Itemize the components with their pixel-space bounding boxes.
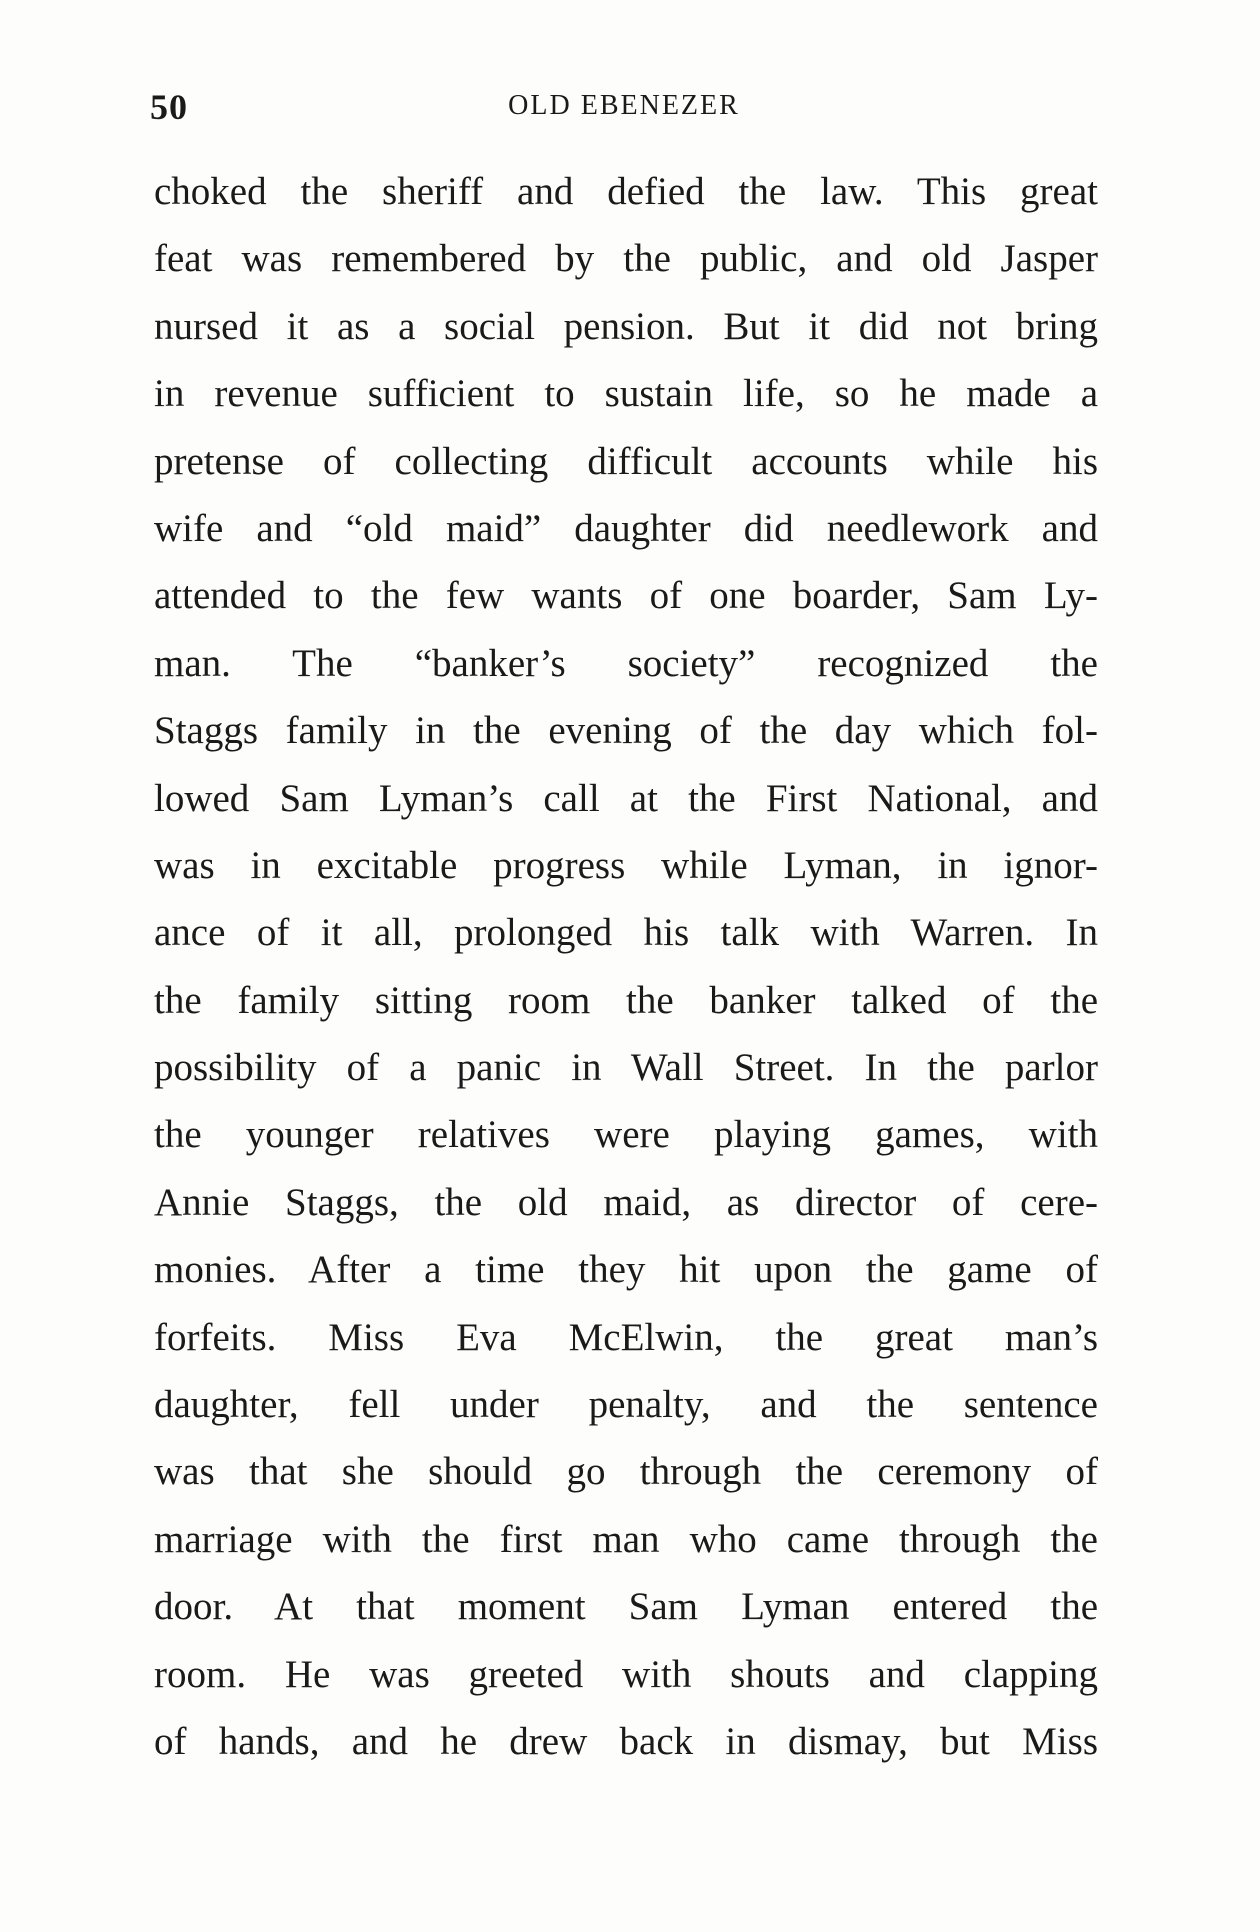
page-header [150,76,1098,132]
text-line: door. At that moment Sam Lyman entered the [154,1585,1098,1629]
text-line: room. He was greeted with shouts and clapping [154,1652,1098,1696]
text-line: possibility of a panic in Wall Street. In the parlor [154,1046,1098,1090]
text-line: choked the sheriff and defied the law. This great [154,170,1098,213]
text-line: forfeits. Miss Eva McElwin, the great man’s [154,1315,1098,1359]
text-line: man. The “banker’s society” recognized the [154,641,1098,685]
text-line: nursed it as a social pension. But it did not bring [154,304,1098,348]
text-line: feat was remembered by the public, and old Jasper [154,237,1098,281]
text-line: lowed Sam Lyman’s call at the First National, and [154,776,1098,820]
running-title: OLD EBENEZER [508,90,740,121]
text-line: ance of it all, prolonged his talk with Warren. In [154,911,1098,955]
text-line: wife and “old maid” daughter did needlework and [154,506,1098,550]
text-line: daughter, fell under penalty, and the sentence [154,1383,1098,1427]
body-text [154,158,1098,1775]
text-line: the family sitting room the banker talked of the [154,978,1098,1022]
page-number: 50 [150,87,188,127]
text-line: Annie Staggs, the old maid, as director of cere- [154,1180,1098,1224]
text-line: pretense of collecting difficult accounts while his [154,439,1098,483]
text-line: of hands, and he drew back in dismay, but Miss [154,1719,1098,1763]
text-line: the younger relatives were playing games, with [154,1113,1098,1157]
text-line: attended to the few wants of one boarder, Sam Ly- [154,574,1098,618]
text-line: monies. After a time they hit upon the game of [154,1248,1098,1292]
text-line: was in excitable progress while Lyman, in ignor- [154,843,1098,887]
text-line: Staggs family in the evening of the day which fol- [154,709,1098,753]
text-line: was that she should go through the ceremony of [154,1450,1098,1494]
text-line: in revenue sufficient to sustain life, so he made a [154,372,1098,416]
text-line: marriage with the first man who came through the [154,1517,1098,1561]
